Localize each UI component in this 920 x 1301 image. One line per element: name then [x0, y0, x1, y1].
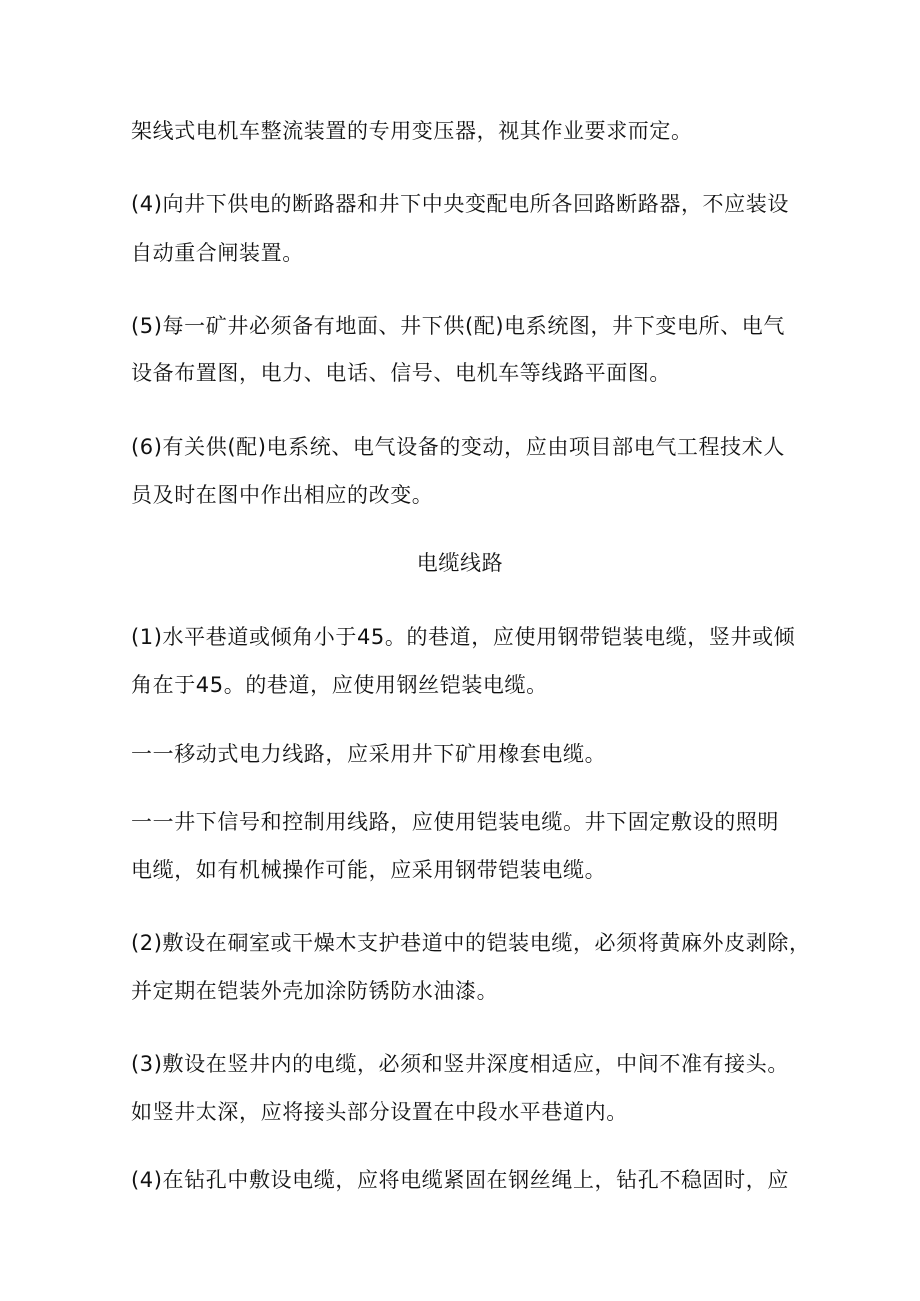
text-line: 一一井下信号和控制用线路，应使用铠装电缆。井下固定敷设的照明: [131, 810, 779, 834]
text-line: (5)每一矿井必须备有地面、井下供(配)电系统图，井下变电所、电气: [131, 314, 785, 338]
section-heading: 电缆线路: [416, 551, 504, 575]
text-line: 架线式电机车整流装置的专用变压器，视其作业要求而定。: [131, 119, 693, 143]
text-line: 如竖井太深，应将接头部分设置在中段水平巷道内。: [131, 1100, 628, 1124]
text-line: 并定期在铠装外壳加涂防锈防水油漆。: [131, 979, 499, 1003]
text-line: (3)敷设在竖井内的电缆，必须和竖井深度相适应，中间不准有接头。: [131, 1052, 789, 1076]
text-line: 角在于45。的巷道，应使用钢丝铠装电缆。: [131, 673, 548, 697]
text-line: (4)在钻孔中敷设电缆，应将电缆紧固在钢丝绳上，钻孔不稳固时，应: [131, 1168, 789, 1192]
text-line: 一一移动式电力线路，应采用井下矿用橡套电缆。: [131, 742, 607, 766]
text-line: 员及时在图中作出相应的改变。: [131, 483, 434, 507]
text-line: 设备布置图，电力、电话、信号、电机车等线路平面图。: [131, 361, 671, 385]
text-line: (1)水平巷道或倾角小于45。的巷道，应使用钢带铠装电缆，竖井或倾: [131, 625, 796, 649]
text-line: (6)有关供(配)电系统、电气设备的变动，应由项目部电气工程技术人: [131, 435, 785, 459]
text-line: 电缆，如有机械操作可能，应采用钢带铠装电缆。: [131, 858, 607, 882]
text-line: 自动重合闸装置。: [131, 241, 304, 265]
text-line: (4)向井下供电的断路器和井下中央变配电所各回路断路器，不应装设: [131, 192, 789, 216]
text-line: (2)敷设在硐室或干燥木支护巷道中的铠装电缆，必须将黄麻外皮剥除，: [131, 931, 811, 955]
